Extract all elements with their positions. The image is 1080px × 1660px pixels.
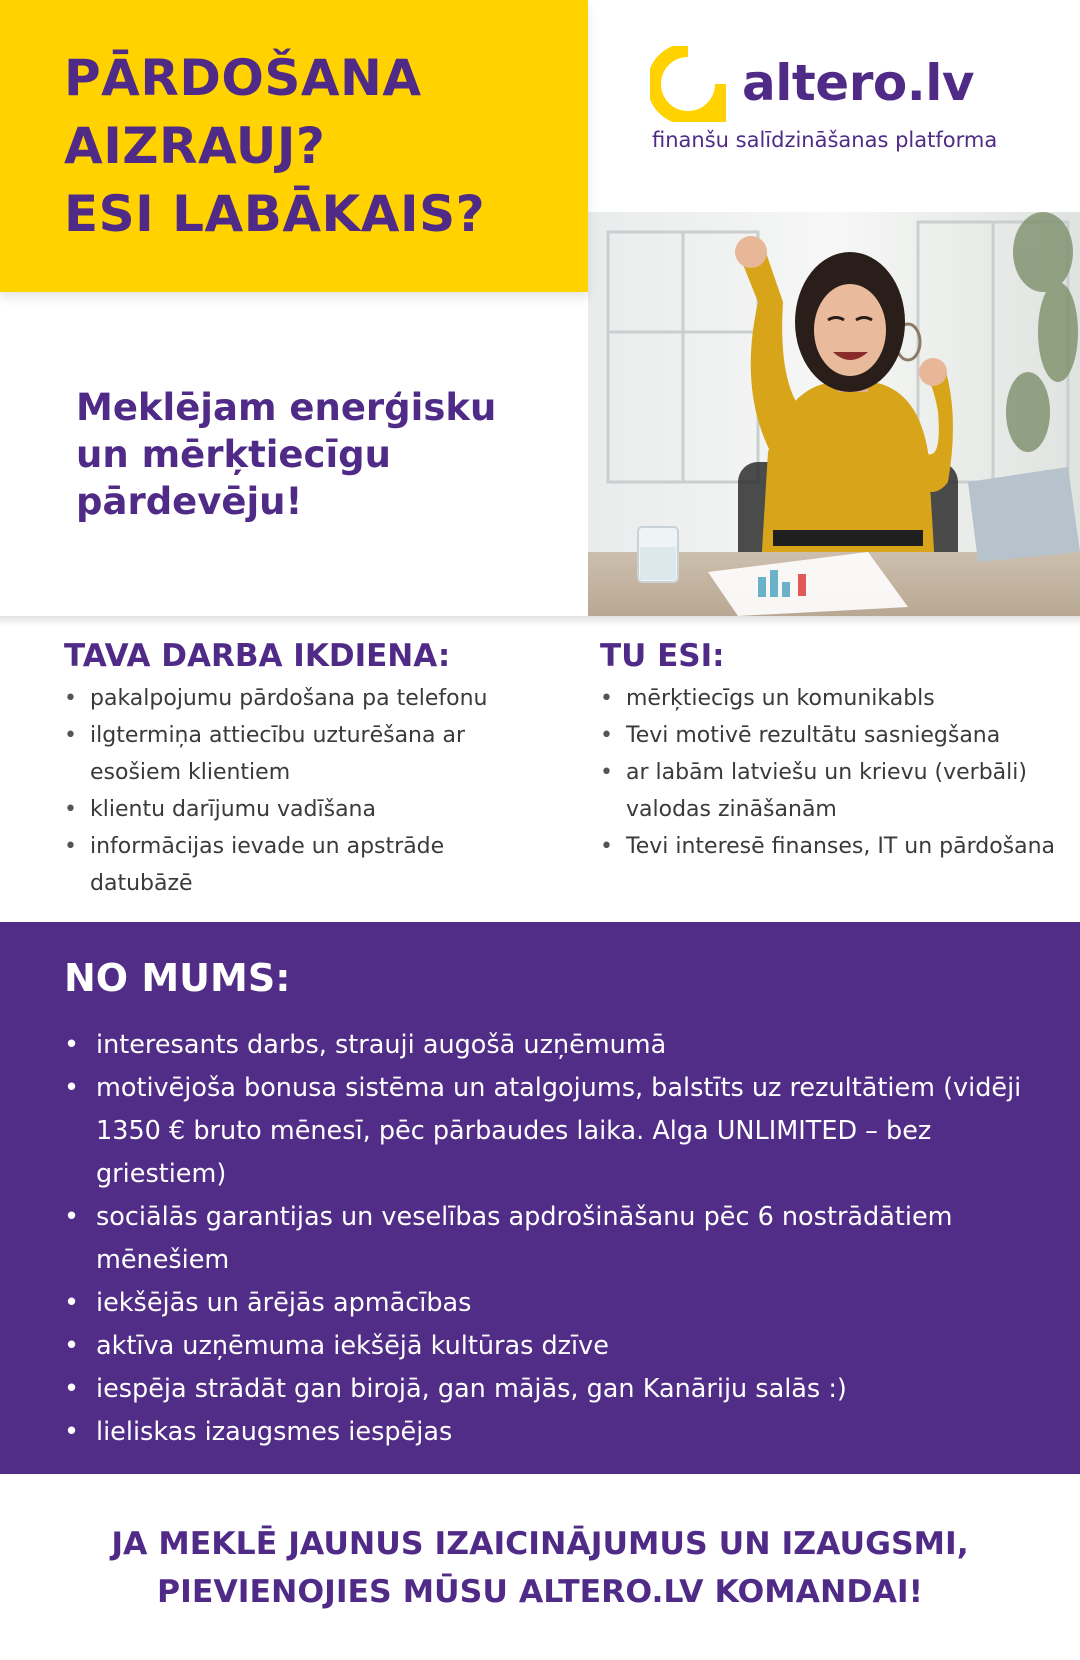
headline-line-2: AIZRAUJ? — [64, 117, 326, 175]
offer-item: • iekšējās un ārējās apmācības — [64, 1282, 1024, 1325]
duties-title: TAVA DARBA IKDIENA: — [64, 638, 451, 674]
profile-item: • ar labām latviešu un krievu (verbāli) valodas zināšanām — [600, 754, 1070, 828]
profile-item: • mērķtiecīgs un komunikabls — [600, 680, 1070, 717]
altero-logo-icon — [650, 46, 726, 122]
offer-title: NO MUMS: — [64, 956, 291, 1000]
duties-item: • informācijas ievade un apstrāde datubāzē — [64, 828, 544, 902]
profile-title: TU ESI: — [600, 638, 725, 674]
logo-wordmark: altero.lv — [742, 54, 974, 112]
offer-item: • lieliskas izaugsmes iespējas — [64, 1411, 1024, 1454]
duties-list — [64, 680, 544, 902]
offer-item: • sociālās garantijas un veselības apdrošināšanu pēc 6 nostrādātiem mēnešiem — [64, 1196, 1024, 1282]
profile-section — [600, 638, 1070, 865]
subhead-area — [0, 292, 588, 616]
headline — [64, 44, 485, 248]
offer-item: • iespēja strādāt gan birojā, gan mājās, gan Kanāriju salās :) — [64, 1368, 1024, 1411]
profile-item: • Tevi interesē finanses, IT un pārdošana — [600, 828, 1070, 865]
duties-item: • ilgtermiņa attiecību uzturēšana ar esošiem klientiem — [64, 717, 544, 791]
duties-item: • pakalpojumu pārdošana pa telefonu — [64, 680, 544, 717]
cta-line-2: PIEVIENOJIES MŪSU ALTERO.LV KOMANDAI! — [157, 1574, 923, 1610]
woman-celebrating-photo — [588, 212, 1080, 616]
duties-item: • klientu darījumu vadīšana — [64, 791, 544, 828]
section-divider — [0, 616, 1080, 626]
headline-line-3: ESI LABĀKAIS? — [64, 185, 486, 243]
altero-logo[interactable] — [650, 44, 1030, 164]
offer-list — [64, 1024, 1024, 1454]
subhead — [76, 384, 576, 525]
subhead-line-2: un mērķtiecīgu — [76, 433, 391, 476]
profile-item: • Tevi motivē rezultātu sasniegšana — [600, 717, 1070, 754]
offer-panel — [0, 922, 1080, 1474]
logo-tagline: finanšu salīdzināšanas platforma — [652, 128, 998, 152]
subhead-line-1: Meklējam enerģisku — [76, 386, 497, 429]
cta-line-1: JA MEKLĒ JAUNUS IZAICINĀJUMUS UN IZAUGSMI, — [111, 1526, 969, 1562]
headline-line-1: PĀRDOŠANA — [64, 49, 422, 107]
headline-block — [0, 0, 588, 292]
profile-list — [600, 680, 1070, 865]
photo-illustration — [588, 212, 1080, 616]
subhead-line-3: pārdevēju! — [76, 480, 303, 523]
call-to-action — [0, 1520, 1080, 1616]
duties-section — [64, 638, 544, 902]
offer-item: • interesants darbs, strauji augošā uzņēmumā — [64, 1024, 1024, 1067]
offer-item: • motivējoša bonusa sistēma un atalgojums, balstīts uz rezultātiem (vidēji 1350 € bruto mēnesī, pēc pārbaudes laika. Alga UNLIMITED – bez griestiem) — [64, 1067, 1024, 1196]
offer-item: • aktīva uzņēmuma iekšējā kultūras dzīve — [64, 1325, 1024, 1368]
